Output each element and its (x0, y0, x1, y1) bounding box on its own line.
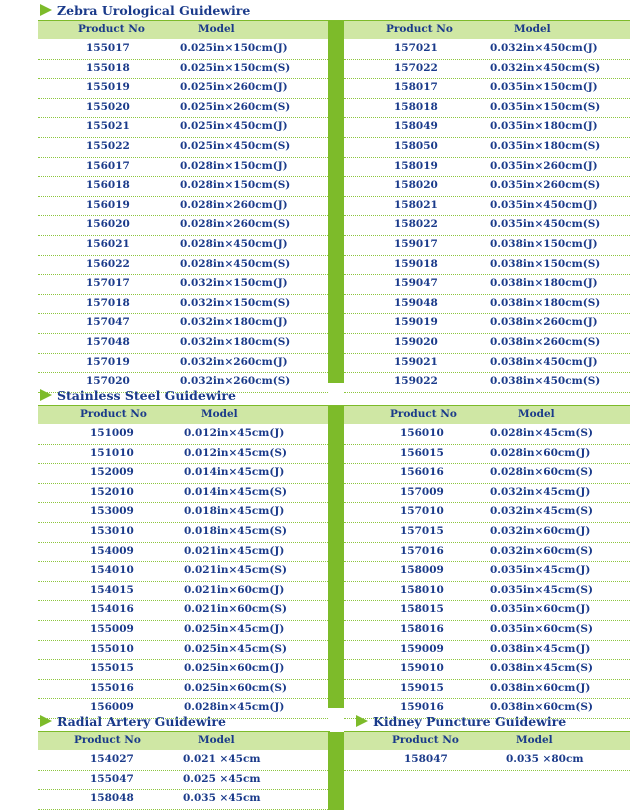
model: 0.018in×45cm(S) (184, 525, 287, 537)
col-header-model: Model (516, 734, 553, 746)
table-row (38, 483, 328, 504)
table-row (344, 750, 630, 771)
product-no: 156018 (86, 179, 130, 192)
table-row (344, 600, 630, 621)
model: 0.035in×450cm(J) (490, 198, 598, 211)
table-row (38, 502, 328, 523)
table-left (38, 21, 328, 392)
product-no: 155016 (90, 681, 134, 694)
table-row (38, 39, 328, 60)
model: 0.032in×45cm(J) (490, 485, 591, 498)
product-no: 155018 (86, 61, 130, 74)
product-no: 157016 (400, 544, 444, 557)
model: 0.038in×260cm(S) (490, 336, 601, 348)
product-no: 159017 (394, 238, 438, 250)
col-header-product: Product No (390, 408, 457, 420)
product-no: 155015 (90, 662, 134, 675)
model: 0.035in×60cm(J) (490, 603, 591, 616)
table-row (38, 78, 328, 99)
table-row (38, 176, 328, 197)
model: 0.025 ×45cm (183, 772, 261, 785)
product-no: 159010 (400, 662, 444, 675)
model: 0.012in×45cm(J) (184, 427, 285, 439)
model: 0.032in×150cm(S) (180, 296, 291, 309)
model: 0.021in×45cm(J) (184, 544, 285, 557)
table-row (38, 215, 328, 236)
product-no: 156010 (400, 427, 444, 439)
model: 0.035in×450cm(S) (490, 218, 601, 231)
table-row (344, 483, 630, 504)
product-no: 155009 (90, 623, 134, 635)
table-row (38, 59, 328, 80)
table-row (344, 157, 630, 178)
table-row (344, 561, 630, 582)
product-no: 157019 (86, 355, 130, 368)
model: 0.025in×60cm(J) (184, 662, 285, 675)
table-header (344, 406, 630, 424)
table-header (344, 21, 630, 39)
model: 0.025in×150cm(J) (180, 42, 288, 54)
triangle-bullet-icon (356, 715, 368, 727)
model: 0.025in×60cm(S) (184, 681, 287, 694)
col-header-product: Product No (386, 23, 453, 35)
product-no: 155020 (86, 100, 130, 113)
table-row (38, 117, 328, 138)
product-no: 158048 (90, 792, 134, 805)
model: 0.038in×180cm(S) (490, 296, 601, 309)
table-row (344, 444, 630, 465)
product-no: 159016 (400, 701, 444, 714)
table-row (344, 274, 630, 295)
table-row (38, 659, 328, 680)
table-row (344, 463, 630, 484)
table-row (38, 770, 328, 791)
product-no: 159009 (400, 642, 444, 655)
table-row (38, 235, 328, 256)
product-no: 155017 (86, 42, 130, 54)
model: 0.012in×45cm(S) (184, 446, 287, 459)
model: 0.032in×60cm(J) (490, 525, 591, 537)
product-no: 154010 (90, 564, 134, 577)
table-right (344, 406, 630, 718)
model: 0.025in×450cm(J) (180, 120, 288, 133)
product-no: 157017 (86, 277, 130, 290)
section-title: Kidney Puncture Guidewire (373, 713, 567, 729)
section-zebra (40, 1, 250, 19)
col-header-model: Model (201, 408, 238, 420)
model: 0.032in×450cm(J) (490, 42, 598, 54)
product-no: 156022 (86, 257, 130, 270)
model: 0.018in×45cm(J) (184, 505, 285, 518)
model: 0.038in×60cm(J) (490, 681, 591, 694)
table-row (344, 640, 630, 661)
product-no: 158015 (400, 603, 444, 616)
product-no: 157020 (86, 375, 130, 388)
model: 0.028in×450cm(S) (180, 257, 291, 270)
product-no: 153009 (90, 505, 134, 518)
model: 0.032in×450cm(S) (490, 61, 601, 74)
table-row (344, 353, 630, 374)
table-header (38, 732, 328, 750)
column-divider (328, 406, 344, 708)
table-row (38, 640, 328, 661)
model: 0.038in×450cm(J) (490, 355, 598, 368)
product-no: 159047 (394, 277, 438, 290)
table-row (344, 294, 630, 315)
model: 0.038in×45cm(S) (490, 662, 593, 675)
model: 0.035 ×45cm (183, 792, 261, 805)
product-no: 156020 (86, 218, 130, 231)
table-row (344, 522, 630, 543)
product-no: 154027 (90, 753, 134, 765)
column-divider (328, 732, 344, 810)
table-row (344, 78, 630, 99)
product-no: 158020 (394, 179, 438, 192)
product-no: 156016 (400, 466, 444, 479)
product-no: 158022 (394, 218, 438, 231)
table-row (38, 294, 328, 315)
table-row (344, 372, 630, 393)
table-row (38, 196, 328, 217)
product-no: 159020 (394, 336, 438, 348)
model: 0.038in×150cm(J) (490, 238, 598, 250)
col-header-product: Product No (78, 23, 145, 35)
table-row (344, 581, 630, 602)
model: 0.035in×45cm(J) (490, 564, 591, 577)
col-header-product: Product No (74, 734, 141, 746)
table-row (344, 502, 630, 523)
model: 0.035in×60cm(S) (490, 623, 593, 635)
model: 0.025in×450cm(S) (180, 140, 291, 152)
table-left (38, 406, 328, 718)
model: 0.035 ×80cm (506, 753, 584, 765)
table-row (344, 620, 630, 641)
product-no: 152010 (90, 485, 134, 498)
model: 0.028in×450cm(J) (180, 238, 288, 250)
model: 0.032in×180cm(S) (180, 336, 291, 348)
product-no: 157009 (400, 485, 444, 498)
table-row (344, 98, 630, 119)
table-right (344, 21, 630, 392)
table-row (38, 157, 328, 178)
table-row (344, 333, 630, 354)
product-no: 151009 (90, 427, 134, 439)
col-header-model: Model (518, 408, 555, 420)
product-no: 158018 (394, 100, 438, 113)
product-no: 158021 (394, 198, 438, 211)
model: 0.028in×60cm(S) (490, 466, 593, 479)
table-row (344, 215, 630, 236)
triangle-bullet-icon (40, 715, 52, 727)
table-row (344, 137, 630, 158)
model: 0.032in×260cm(S) (180, 375, 291, 388)
product-no: 158047 (404, 753, 448, 765)
table-row (344, 313, 630, 334)
table-row (344, 659, 630, 680)
table-row (38, 137, 328, 158)
product-no: 155021 (86, 120, 130, 133)
product-no: 158050 (394, 140, 438, 152)
product-no: 156017 (86, 159, 130, 172)
product-no: 156019 (86, 198, 130, 211)
model: 0.032in×60cm(S) (490, 544, 593, 557)
table-row (38, 581, 328, 602)
model: 0.035in×180cm(S) (490, 140, 601, 152)
product-no: 155010 (90, 642, 134, 655)
table-row (38, 542, 328, 563)
table-row (38, 333, 328, 354)
model: 0.038in×180cm(J) (490, 277, 598, 290)
product-no: 153010 (90, 525, 134, 537)
model: 0.028in×150cm(J) (180, 159, 288, 172)
col-header-product: Product No (80, 408, 147, 420)
model: 0.025in×260cm(S) (180, 100, 291, 113)
model: 0.028in×45cm(S) (490, 427, 593, 439)
model: 0.032in×180cm(J) (180, 316, 288, 329)
column-divider (328, 21, 344, 383)
product-no: 158010 (400, 583, 444, 596)
model: 0.038in×60cm(S) (490, 701, 593, 714)
table-row (38, 313, 328, 334)
product-no: 159019 (394, 316, 438, 329)
table-row (38, 424, 328, 445)
section-stainless (40, 386, 236, 404)
table-row (344, 196, 630, 217)
product-no: 155022 (86, 140, 130, 152)
table-row (38, 750, 328, 771)
product-no: 157021 (394, 42, 438, 54)
model: 0.025in×260cm(J) (180, 81, 288, 94)
product-no: 159021 (394, 355, 438, 368)
table-row (38, 98, 328, 119)
product-no: 154016 (90, 603, 134, 616)
model: 0.025in×45cm(J) (184, 623, 285, 635)
col-header-product: Product No (392, 734, 459, 746)
model: 0.028in×45cm(J) (184, 701, 285, 714)
table-row (38, 620, 328, 641)
product-no: 157022 (394, 61, 438, 74)
model: 0.035in×150cm(J) (490, 81, 598, 94)
product-no: 157048 (86, 336, 130, 348)
product-no: 159015 (400, 681, 444, 694)
product-no: 158049 (394, 120, 438, 133)
col-header-model: Model (198, 23, 235, 35)
product-no: 157018 (86, 296, 130, 309)
table-row (38, 274, 328, 295)
product-no: 151010 (90, 446, 134, 459)
product-no: 156009 (90, 701, 134, 714)
model: 0.038in×450cm(S) (490, 375, 601, 388)
product-no: 157015 (400, 525, 444, 537)
product-no: 154015 (90, 583, 134, 596)
product-no: 157047 (86, 316, 130, 329)
product-no: 152009 (90, 466, 134, 479)
model: 0.035in×260cm(S) (490, 179, 601, 192)
model: 0.032in×150cm(J) (180, 277, 288, 290)
table-header (38, 406, 328, 424)
product-no: 159018 (394, 257, 438, 270)
model: 0.025in×150cm(S) (180, 61, 291, 74)
table-header (38, 21, 328, 39)
product-no: 156021 (86, 238, 130, 250)
model: 0.032in×45cm(S) (490, 505, 593, 518)
table-row (344, 424, 630, 445)
table-row (344, 39, 630, 60)
section-title: Zebra Urological Guidewire (57, 2, 251, 18)
table-row (38, 444, 328, 465)
table-row (344, 542, 630, 563)
product-no: 154009 (90, 544, 134, 557)
table-row (344, 117, 630, 138)
product-no: 155019 (86, 81, 130, 94)
model: 0.028in×260cm(S) (180, 218, 291, 231)
table-row (344, 255, 630, 276)
table-header (344, 732, 630, 750)
model: 0.038in×45cm(J) (490, 642, 591, 655)
model: 0.028in×60cm(J) (490, 446, 591, 459)
model: 0.021in×60cm(S) (184, 603, 287, 616)
table-row (344, 235, 630, 256)
model: 0.032in×260cm(J) (180, 355, 288, 368)
product-no: 158017 (394, 81, 438, 94)
table-row (344, 679, 630, 700)
model: 0.021in×45cm(S) (184, 564, 287, 577)
table-row (38, 353, 328, 374)
section-title: Stainless Steel Guidewire (57, 387, 236, 403)
table-left (344, 732, 630, 770)
table-row (38, 463, 328, 484)
model: 0.035in×180cm(J) (490, 120, 598, 133)
col-header-model: Model (514, 23, 551, 35)
model: 0.028in×150cm(S) (180, 179, 291, 192)
product-no: 156015 (400, 446, 444, 459)
table-row (344, 176, 630, 197)
triangle-bullet-icon (40, 4, 52, 16)
product-no: 158016 (400, 623, 444, 635)
model: 0.028in×260cm(J) (180, 198, 288, 211)
model: 0.014in×45cm(J) (184, 466, 285, 479)
section-title: Radial Artery Guidewire (57, 713, 226, 729)
table-row (38, 600, 328, 621)
table-row (38, 679, 328, 700)
product-no: 158009 (400, 564, 444, 577)
model: 0.014in×45cm(S) (184, 485, 287, 498)
triangle-bullet-icon (40, 389, 52, 401)
table-row (38, 255, 328, 276)
section-radial (40, 712, 226, 730)
product-no: 157010 (400, 505, 444, 518)
table-row (38, 789, 328, 810)
model: 0.038in×150cm(S) (490, 257, 601, 270)
col-header-model: Model (198, 734, 235, 746)
model: 0.035in×45cm(S) (490, 583, 593, 596)
model: 0.021 ×45cm (183, 753, 261, 765)
table-row (38, 522, 328, 543)
model: 0.035in×150cm(S) (490, 100, 601, 113)
table-row (38, 561, 328, 582)
table-left (38, 732, 328, 809)
product-no: 158019 (394, 159, 438, 172)
model: 0.035in×260cm(J) (490, 159, 598, 172)
model: 0.038in×260cm(J) (490, 316, 598, 329)
section-kidney (356, 712, 566, 730)
product-no: 159048 (394, 296, 438, 309)
product-no: 155047 (90, 772, 134, 785)
model: 0.021in×60cm(J) (184, 583, 285, 596)
table-row (344, 59, 630, 80)
model: 0.025in×45cm(S) (184, 642, 287, 655)
product-no: 159022 (394, 375, 438, 388)
